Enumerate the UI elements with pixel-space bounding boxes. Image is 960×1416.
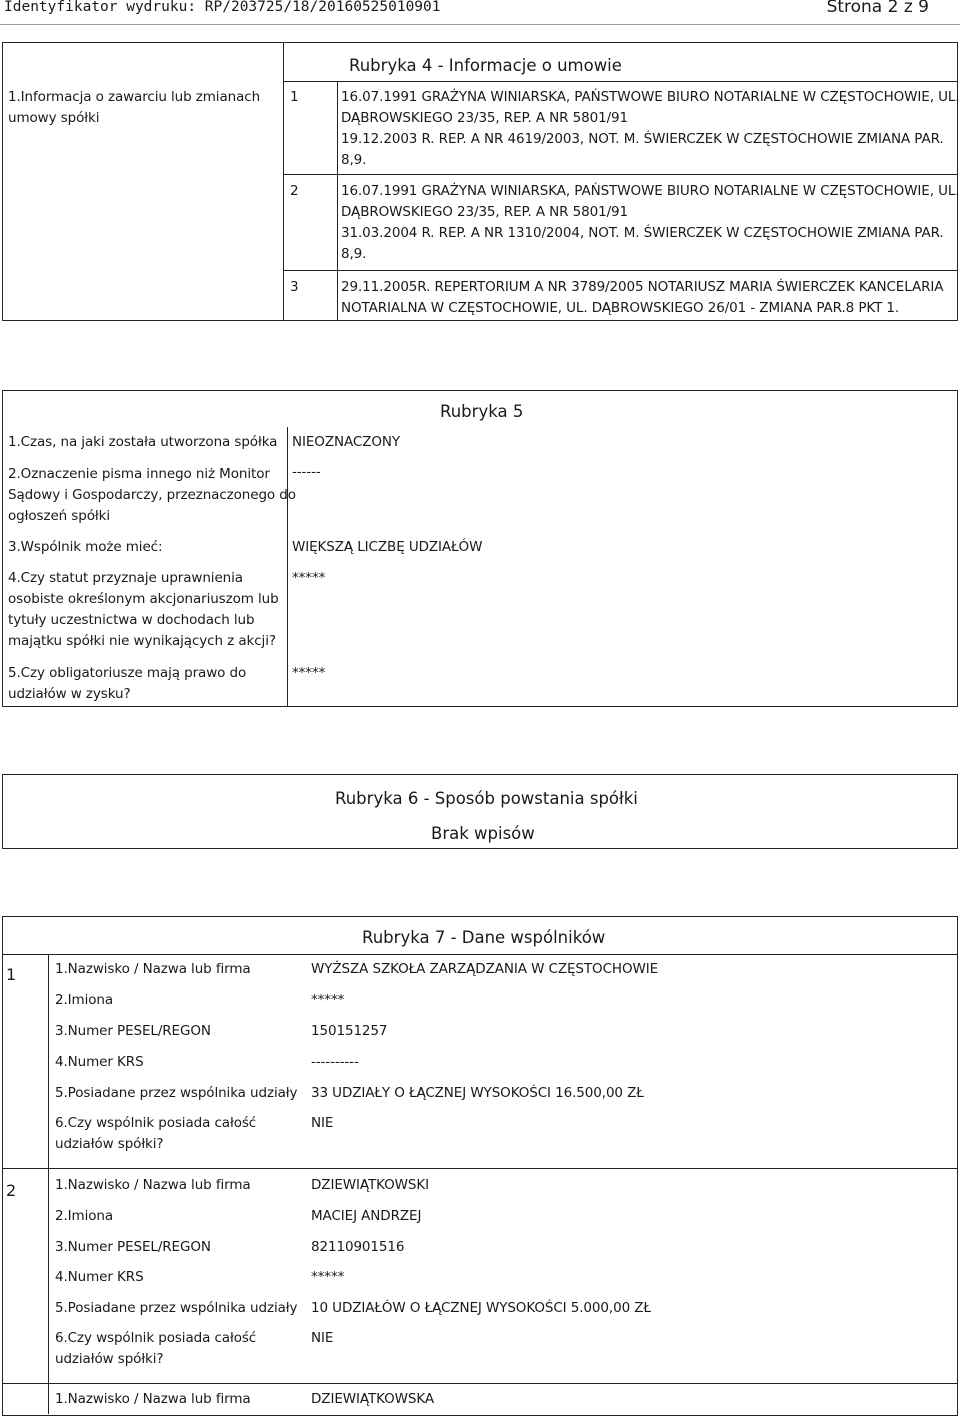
entry-line: 19.12.2003 R. REP. A NR 4619/2003, NOT. M. ŚWIERCZEK W CZĘSTOCHOWIE ZMIANA PAR. (341, 131, 944, 147)
partner-field-value: 82110901516 (311, 1239, 405, 1255)
rubryka4-label: 1.Informacja o zawarciu lub zmianach (8, 89, 261, 105)
rubryka5-label: 1.Czas, na jaki została utworzona spółka (8, 434, 278, 450)
rubryka5-label: udziałów w zysku? (8, 686, 131, 702)
partner-field-label: 5.Posiadane przez wspólnika udziały (55, 1300, 298, 1316)
partner-field-label: 1.Nazwisko / Nazwa lub firma (55, 1391, 251, 1407)
partner-field-value: WYŻSZA SZKOŁA ZARZĄDZANIA W CZĘSTOCHOWIE (311, 961, 659, 977)
rubryka6-status: Brak wpisów (431, 824, 535, 843)
entry-line: 16.07.1991 GRAŻYNA WINIARSKA, PAŃSTWOWE BIURO NOTARIALNE W CZĘSTOCHOWIE, UL. (341, 89, 960, 105)
partner-field-value: NIE (311, 1115, 334, 1131)
entry-number: 2 (290, 183, 299, 199)
partner-field-value: NIE (311, 1330, 334, 1346)
entry-line: NOTARIALNA W CZĘSTOCHOWIE, UL. DĄBROWSKIEGO 26/01 - ZMIANA PAR.8 PKT 1. (341, 300, 900, 316)
rubryka5-label: tytuły uczestnictwa w dochodach lub (8, 612, 255, 628)
rubryka4-row-divider (283, 174, 958, 175)
rubryka5-label: Sądowy i Gospodarczy, przeznaczonego do (8, 487, 296, 503)
partner-field-value: 10 UDZIAŁÓW O ŁĄCZNEJ WYSOKOŚCI 5.000,00 ZŁ (311, 1300, 651, 1316)
rubryka5-value: NIEOZNACZONY (292, 434, 401, 450)
partner-field-value: ***** (311, 1269, 345, 1285)
rubryka5-label: ogłoszeń spółki (8, 508, 110, 524)
rubryka5-label: osobiste określonym akcjonariuszom lub (8, 591, 279, 607)
rubryka7-title-divider (2, 954, 958, 955)
partner-field-label: 4.Numer KRS (55, 1054, 144, 1070)
entry-line: 31.03.2004 R. REP. A NR 1310/2004, NOT. M. ŚWIERCZEK W CZĘSTOCHOWIE ZMIANA PAR. (341, 225, 944, 241)
partner-number: 1 (6, 965, 17, 984)
rubryka5-label: 4.Czy statut przyznaje uprawnienia (8, 570, 243, 586)
partner-field-value: ---------- (311, 1054, 359, 1070)
partner-field-value: 33 UDZIAŁY O ŁĄCZNEJ WYSOKOŚCI 16.500,00 ZŁ (311, 1085, 644, 1101)
rubryka7-num-divider (48, 954, 49, 1414)
rubryka5-column-divider (287, 427, 288, 707)
partner-field-value: MACIEJ ANDRZEJ (311, 1208, 422, 1224)
partner-field-value: DZIEWIĄTKOWSKA (311, 1391, 435, 1407)
rubryka7-title: Rubryka 7 - Dane wspólników (362, 928, 606, 947)
partner-field-value: DZIEWIĄTKOWSKI (311, 1177, 430, 1193)
entry-line: 29.11.2005R. REPERTORIUM A NR 3789/2005 NOTARIUSZ MARIA ŚWIERCZEK KANCELARIA (341, 279, 944, 295)
entry-line: DĄBROWSKIEGO 23/35, REP. A NR 5801/91 (341, 110, 629, 126)
rubryka5-value: ***** (292, 665, 326, 681)
rubryka7-partner-divider (2, 1383, 958, 1384)
rubryka4-title-divider (283, 81, 958, 82)
partner-field-value: 150151257 (311, 1023, 388, 1039)
partner-field-label: 1.Nazwisko / Nazwa lub firma (55, 1177, 251, 1193)
rubryka5-label: 2.Oznaczenie pisma innego niż Monitor (8, 466, 270, 482)
partner-field-label: udziałów spółki? (55, 1351, 164, 1367)
partner-field-label: 1.Nazwisko / Nazwa lub firma (55, 961, 251, 977)
rubryka4-label-divider (283, 42, 284, 321)
print-identifier: Identyfikator wydruku: RP/203725/18/20160525010901 (4, 0, 441, 15)
rubryka5-value: WIĘKSZĄ LICZBĘ UDZIAŁÓW (292, 539, 483, 555)
rubryka5-title: Rubryka 5 (440, 402, 524, 421)
partner-field-label: 2.Imiona (55, 992, 114, 1008)
partner-field-label: 5.Posiadane przez wspólnika udziały (55, 1085, 298, 1101)
partner-field-label: 6.Czy wspólnik posiada całość (55, 1330, 257, 1346)
entry-line: DĄBROWSKIEGO 23/35, REP. A NR 5801/91 (341, 204, 629, 220)
partner-field-value: ***** (311, 992, 345, 1008)
page-number: Strona 2 z 9 (826, 0, 929, 17)
rubryka6-title: Rubryka 6 - Sposób powstania spółki (335, 789, 638, 808)
rubryka5-label: 3.Wspólnik może mieć: (8, 539, 163, 555)
partner-field-label: 2.Imiona (55, 1208, 114, 1224)
entry-number: 1 (290, 89, 299, 105)
partner-field-label: 6.Czy wspólnik posiada całość (55, 1115, 257, 1131)
entry-line: 8,9. (341, 246, 367, 262)
entry-line: 16.07.1991 GRAŻYNA WINIARSKA, PAŃSTWOWE BIURO NOTARIALNE W CZĘSTOCHOWIE, UL. (341, 183, 960, 199)
entry-line: 8,9. (341, 152, 367, 168)
rubryka4-label: umowy spółki (8, 110, 100, 126)
header-divider (0, 24, 960, 25)
partner-field-label: 4.Numer KRS (55, 1269, 144, 1285)
rubryka5-value: ------ (292, 464, 321, 480)
rubryka4-row-divider (283, 270, 958, 271)
partner-number: 2 (6, 1181, 17, 1200)
partner-field-label: 3.Numer PESEL/REGON (55, 1239, 211, 1255)
rubryka4-title: Rubryka 4 - Informacje o umowie (349, 56, 622, 75)
partner-field-label: 3.Numer PESEL/REGON (55, 1023, 211, 1039)
rubryka5-label: 5.Czy obligatoriusze mają prawo do (8, 665, 247, 681)
partner-field-label: udziałów spółki? (55, 1136, 164, 1152)
rubryka5-label: majątku spółki nie wynikających z akcji? (8, 633, 276, 649)
rubryka7-partner-divider (2, 1168, 958, 1169)
rubryka4-num-divider (337, 81, 338, 321)
entry-number: 3 (290, 279, 299, 295)
rubryka5-value: ***** (292, 570, 326, 586)
